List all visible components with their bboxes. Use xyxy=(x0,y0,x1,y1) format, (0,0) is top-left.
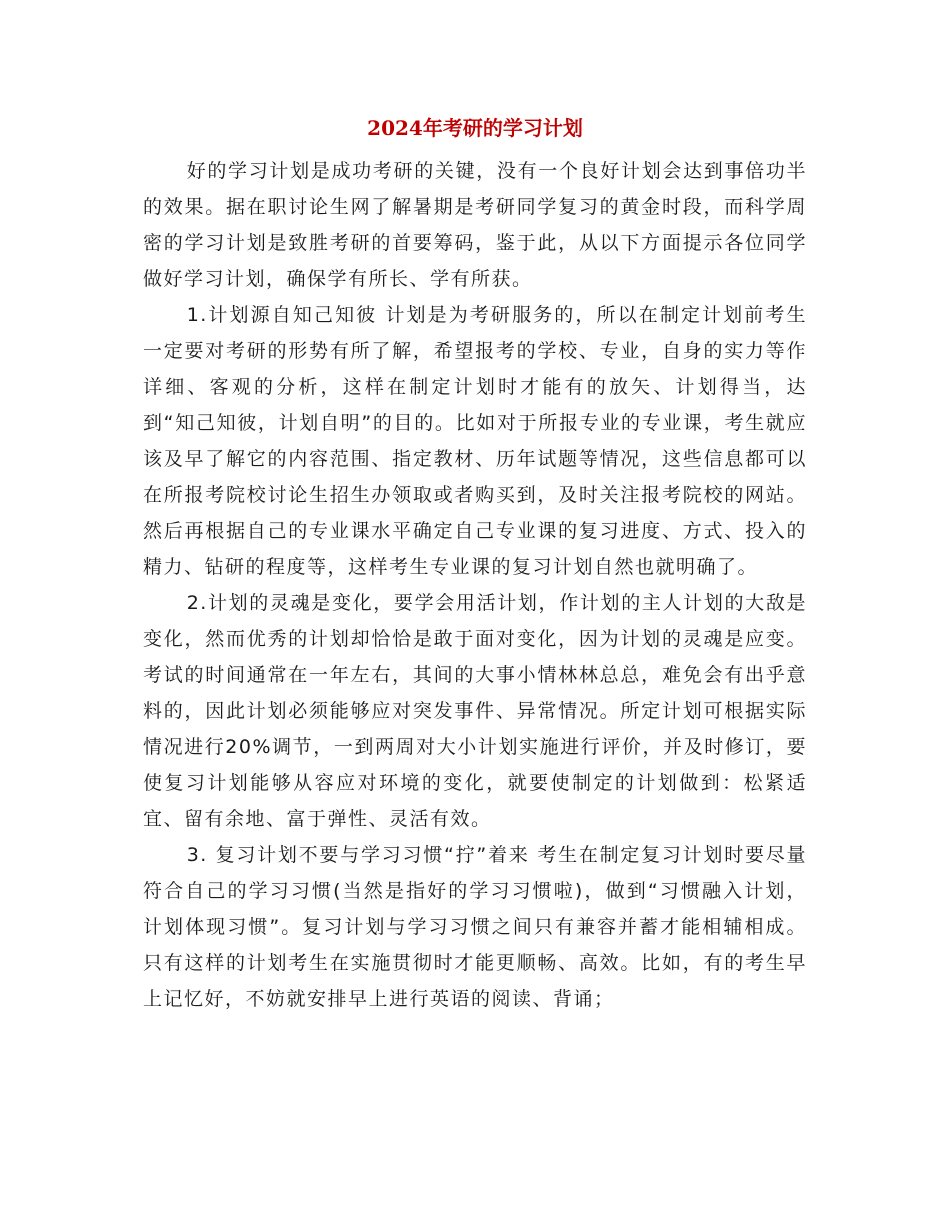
document-body xyxy=(143,153,807,1017)
paragraph-point-2: 2.计划的灵魂是变化，要学会用活计划，作计划的主人计划的大敌是变化，然而优秀的计划却恰恰是敢于面对变化，因为计划的灵魂是应变。考试的时间通常在一年左右，其间的大事小情林林总总，难免会有出乎意料的，因此计划必须能够应对突发事件、异常情况。所定计划可根据实际情况进行20%调节，一到两周对大小计划实施进行评价，并及时修订，要使复习计划能够从容应对环境的变化，就要使制定的计划做到：松紧适宜、留有余地、富于弹性、灵活有效。 xyxy=(143,592,807,830)
paragraph-intro: 好的学习计划是成功考研的关键，没有一个良好计划会达到事倍功半的效果。据在职讨论生网了解暑期是考研同学复习的黄金时段，而科学周密的学习计划是致胜考研的首要筹码，鉴于此，从以下方面提示各位同学做好学习计划，确保学有所长、学有所获。 xyxy=(143,160,807,290)
paragraph-point-1: 1.计划源自知己知彼 计划是为考研服务的，所以在制定计划前考生一定要对考研的形势有所了解，希望报考的学校、专业，自身的实力等作详细、客观的分析，这样在制定计划时才能有的放矢、计划得当，达到“知己知彼，计划自明”的目的。比如对于所报专业的专业课，考生就应该及早了解它的内容范围、指定教材、历年试题等情况，这些信息都可以在所报考院校讨论生招生办领取或者购买到，及时关注报考院校的网站。然后再根据自己的专业课水平确定自己专业课的复习进度、方式、投入的精力、钻研的程度等，这样考生专业课的复习计划自然也就明确了。 xyxy=(143,304,807,578)
paragraph-point-3: 3. 复习计划不要与学习习惯“拧”着来 考生在制定复习计划时要尽量符合自己的学习习惯(当然是指好的学习习惯啦)，做到“习惯融入计划，计划体现习惯”。复习计划与学习习惯之间只有兼容并蓄才能相辅相成。只有这样的计划考生在实施贯彻时才能更顺畅、高效。比如，有的考生早上记忆好，不妨就安排早上进行英语的阅读、背诵； xyxy=(143,844,807,1010)
document-title: 2024年考研的学习计划 xyxy=(367,116,583,140)
